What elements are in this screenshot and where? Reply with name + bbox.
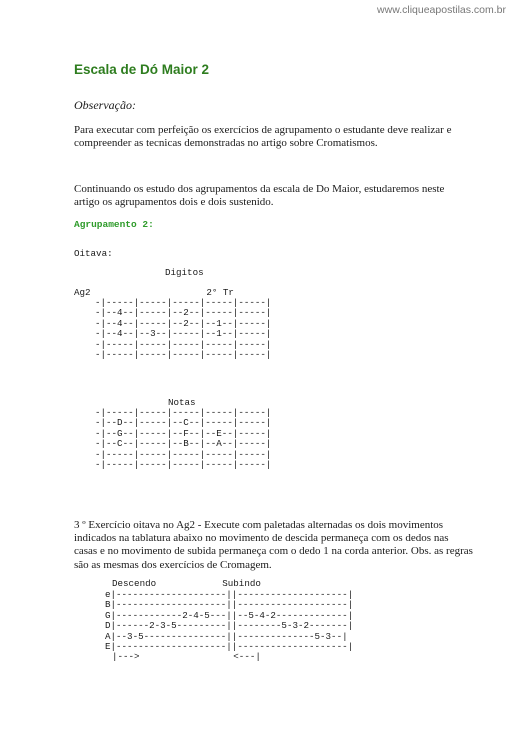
tab3-direction-arrows: |---> <---| <box>112 651 261 662</box>
site-url[interactable]: www.cliqueapostilas.com.br <box>377 4 506 16</box>
tablature-notes: -|-----|-----|-----|-----|-----| -|--D--|-----|--C--|-----|-----| -|--G--|-----|--F--|--E--|-----| -|--C--|-----|--B--|--A--|-----| -|-----|-----|-----|-----|-----| -|-----|-----|-----|-----|-----| <box>95 407 272 471</box>
section-label: Agrupamento 2: <box>74 219 154 230</box>
intro-paragraph: Para executar com perfeição os exercícios de agrupamento o estudante deve realizar e compreender as tecnicas demonstradas no artigo sobre Cromatismos. <box>74 124 452 150</box>
notas-label: Notas <box>168 397 196 408</box>
exercise-paragraph: 3 º Exercício oitava no Ag2 - Execute com paletadas alternadas os dois movimentos indicados na tablatura abaixo no movimento de descida permaneça com os dedos nas casas e no movimento de subida permaneça com o dedo 1 na corda anterior. Obs. as regras são as mesmas dos exercícios de Cromagem. <box>74 519 473 571</box>
observation-heading: Observação: <box>74 98 136 112</box>
continuation-paragraph: Continuando os estudo dos agrupamentos da escala de Do Maior, estudaremos neste artigo os agrupamentos dois e dois sustenido. <box>74 183 445 209</box>
tablature-exercise: e|--------------------||--------------------| B|--------------------||--------------------| G|------------2-4-5---||--5-4-2-------------| D|------2-3-5---------||--------5-3-2-------| A|--3-5---------------||--------------5-3--| E|--------------------||--------------------| <box>105 589 354 653</box>
oitava-label: Oitava: <box>74 248 113 259</box>
tab3-header: Descendo Subindo <box>112 578 261 589</box>
digitos-label: Digitos <box>165 267 204 278</box>
tablature-digits: -|-----|-----|-----|-----|-----| -|--4--|-----|--2--|-----|-----| -|--4--|-----|--2--|--1--|-----| -|--4--|--3--|-----|--1--|-----| -|-----|-----|-----|-----|-----| -|-----|-----|-----|-----|-----| <box>95 297 272 361</box>
tab1-header: Ag2 2° Tr <box>74 287 234 298</box>
page-title: Escala de Dó Maior 2 <box>74 62 210 77</box>
